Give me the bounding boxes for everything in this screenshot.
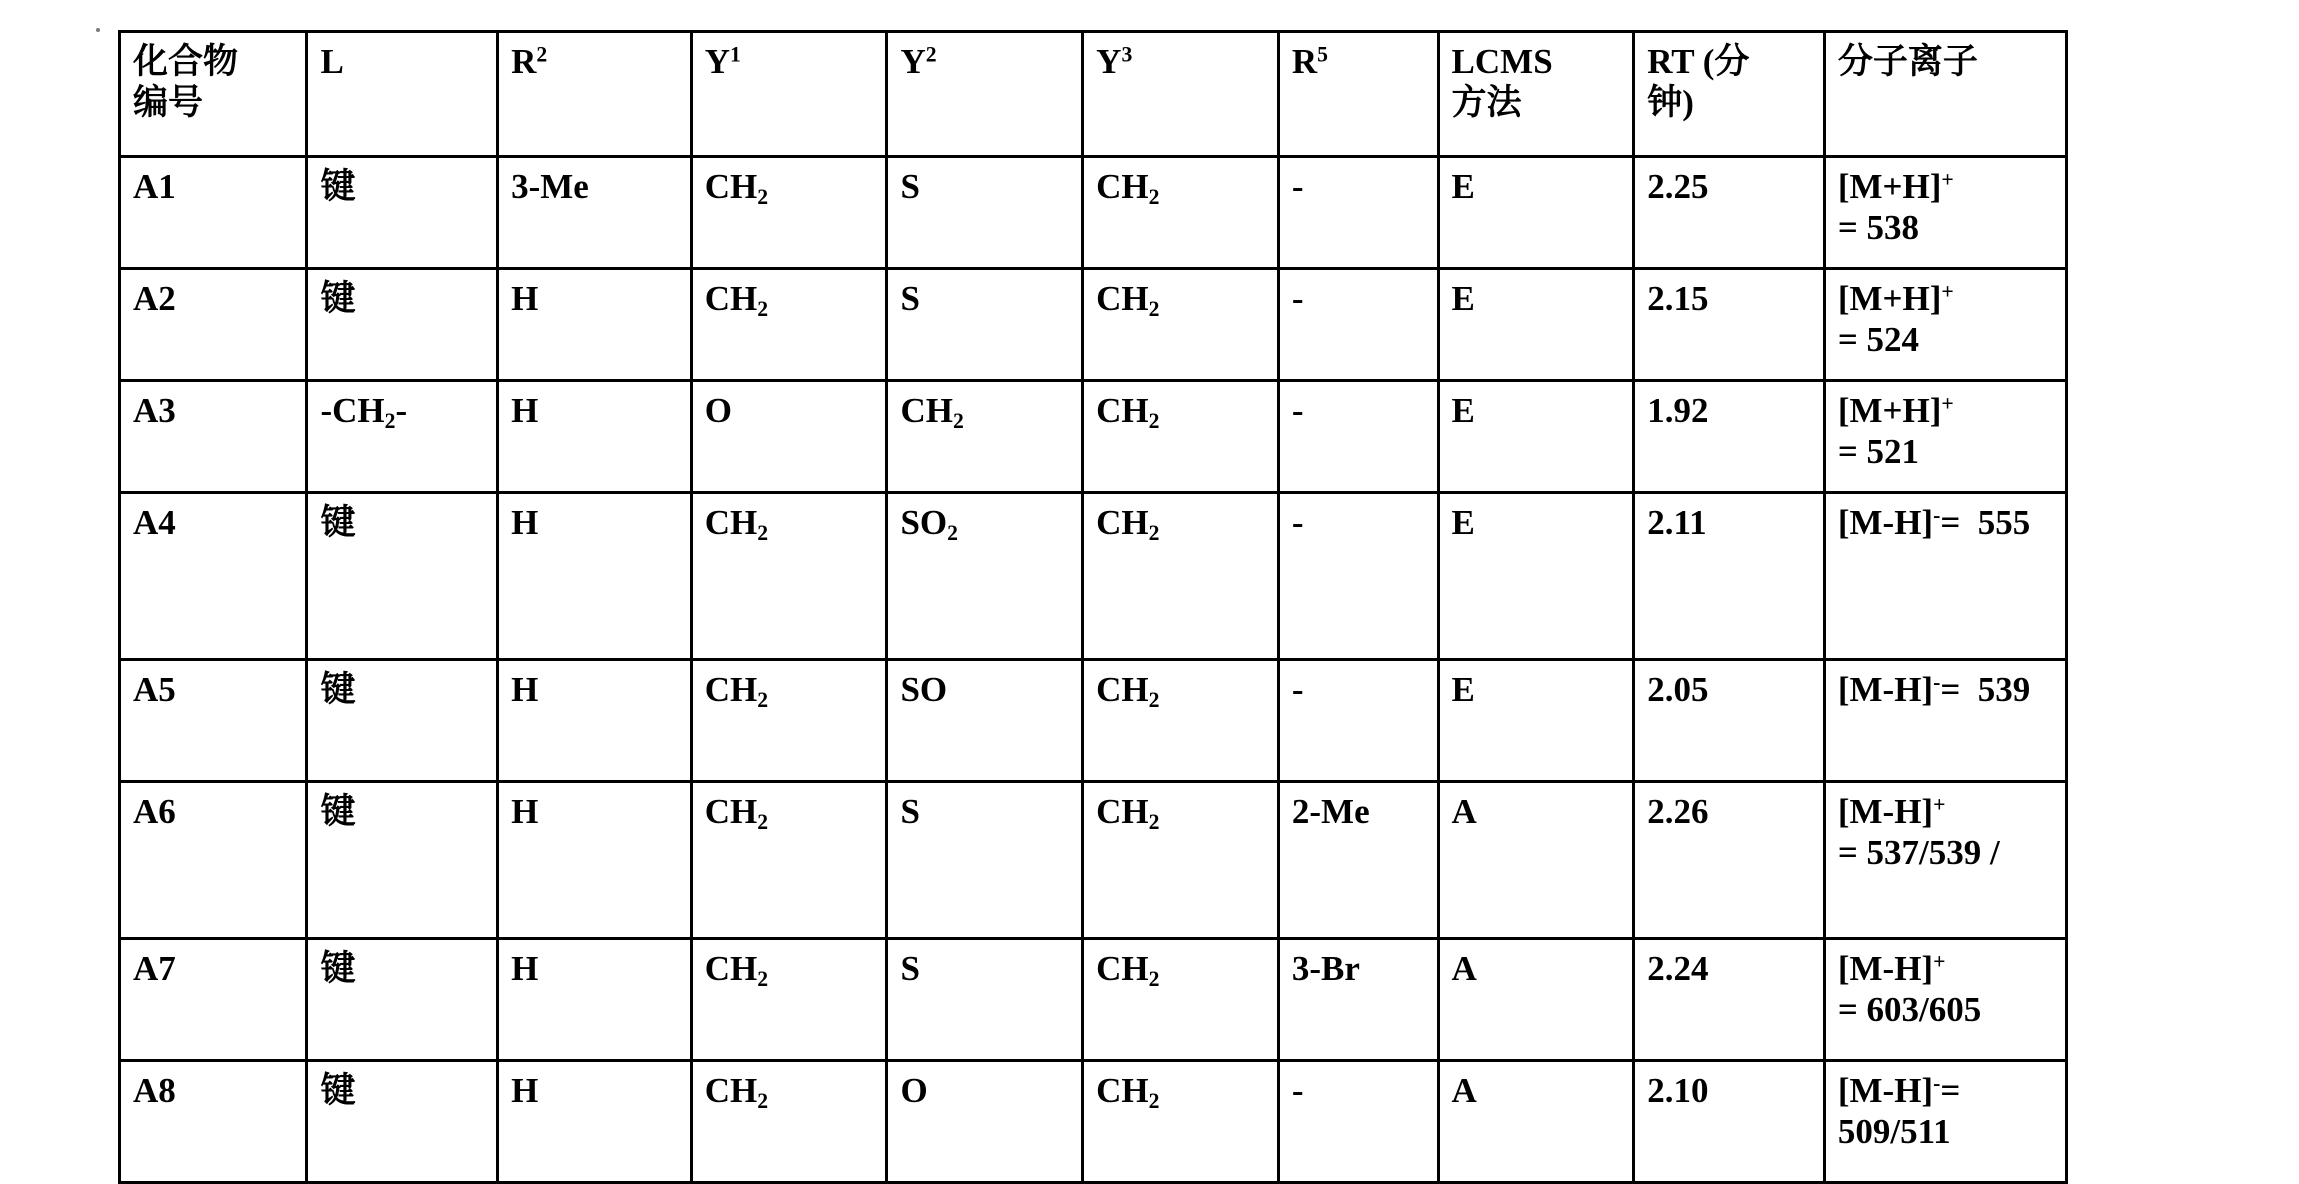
cell-r5 [1278,269,1438,381]
y1-sub: 2 [757,185,769,210]
cell-r2 [498,157,692,269]
y1-sub: 2 [757,688,769,713]
ion-tail: = 538 [1837,208,1920,248]
cell-y2 [887,939,1083,1061]
y2-sub: 2 [947,521,958,546]
cell-molecular-ion [1824,157,2066,269]
compound-value: A4 [133,503,176,542]
header-y3-base: Y [1096,42,1122,81]
cell-lcms [1438,939,1634,1061]
r5-value: - [1291,670,1304,709]
rt-value: 2.25 [1647,167,1709,206]
ion-tail: = 537/539 / [1837,833,2000,873]
table-header-row [120,32,2067,157]
header-r5 [1278,32,1438,157]
header-y1 [691,32,887,157]
y3-value: CH [1096,167,1149,206]
cell-y3 [1083,381,1279,493]
cell-y2 [887,782,1083,939]
y1-sub: 2 [757,1089,769,1114]
cell-lcms [1438,157,1634,269]
header-r2-sup: 2 [536,42,548,67]
header-rt-line1: RT (分 [1647,42,1750,81]
header-rt-line2: 钟) [1647,83,1694,123]
cell-r5 [1278,939,1438,1061]
cell-lcms [1438,269,1634,381]
ion-sup: + [1941,391,1954,416]
cell-lcms [1438,493,1634,660]
r5-value: 2-Me [1291,792,1370,831]
rt-value: 2.11 [1647,503,1707,542]
rt-value: 2.15 [1647,279,1709,318]
y3-value: CH [1096,670,1149,709]
header-l-label: L [320,42,344,81]
cell-r2 [498,939,692,1061]
cell-molecular-ion [1824,660,2066,782]
compound-value: A5 [133,670,176,709]
y2-value: S [900,949,920,988]
y1-value: CH [704,792,758,831]
cell-molecular-ion [1824,493,2066,660]
cell-y3 [1083,782,1279,939]
y3-sub: 2 [1148,1089,1160,1114]
header-r2-base: R [511,42,537,81]
compound-value: A3 [133,391,176,430]
cell-y3 [1083,493,1279,660]
ion-base: [M+H] [1837,279,1942,318]
cell-r2 [498,381,692,493]
page-speck [96,28,100,32]
cell-compound [120,381,307,493]
y3-value: CH [1096,503,1149,542]
cell-lcms [1438,381,1634,493]
r5-value: 3-Br [1291,949,1360,988]
cell-y1 [691,493,887,660]
header-molecular-ion-label: 分子离子 [1837,42,1978,81]
y2-sub: 2 [952,409,964,434]
l-value: 键 [320,503,356,542]
l-tail: - [395,391,408,430]
header-molecular-ion [1824,32,2066,157]
cell-r2 [498,660,692,782]
cell-y1 [691,660,887,782]
y1-sub: 2 [757,810,769,835]
y2-value: S [900,279,920,318]
lcms-value: E [1451,167,1475,206]
cell-rt [1634,269,1825,381]
lcms-value: E [1451,279,1475,318]
compound-value: A7 [133,949,176,988]
cell-r5 [1278,493,1438,660]
cell-molecular-ion [1824,782,2066,939]
ion-base: [M-H] [1837,670,1934,709]
cell-compound [120,782,307,939]
l-value: 键 [320,279,356,318]
ion-tail: = 555 [1940,503,2031,542]
cell-y2 [887,660,1083,782]
cell-y1 [691,381,887,493]
header-compound-no-line1: 化合物 [133,42,239,81]
cell-rt [1634,782,1825,939]
cell-molecular-ion [1824,939,2066,1061]
cell-y2 [887,381,1083,493]
cell-y1 [691,269,887,381]
ion-tail: = 509/511 [1837,1071,1978,1152]
r2-value: H [511,670,539,709]
cell-y2 [887,493,1083,660]
ion-tail: = 521 [1837,432,1920,472]
compound-value: A1 [133,167,176,206]
header-lcms-line2: 方法 [1451,83,1522,123]
cell-compound [120,939,307,1061]
header-y3-sup: 3 [1121,42,1133,67]
y3-value: CH [1096,792,1149,831]
y3-value: CH [1096,279,1149,318]
r5-value: - [1291,279,1304,318]
cell-rt [1634,157,1825,269]
r5-value: - [1291,503,1304,542]
header-y2-base: Y [900,42,926,81]
y2-value: S [900,792,920,831]
table-body [120,157,2067,1183]
cell-y1 [691,157,887,269]
cell-l [307,660,498,782]
table-row [120,939,2067,1061]
cell-l [307,157,498,269]
y3-sub: 2 [1148,688,1160,713]
y2-value: S [900,167,920,206]
rt-value: 2.05 [1647,670,1709,709]
cell-l [307,939,498,1061]
cell-rt [1634,939,1825,1061]
table-row [120,493,2067,660]
ion-base: [M+H] [1837,391,1942,430]
header-rt [1634,32,1825,157]
y3-sub: 2 [1148,297,1160,322]
header-compound-no-line2: 编号 [133,83,204,123]
cell-y2 [887,269,1083,381]
r5-value: - [1291,167,1304,206]
header-l [307,32,498,157]
header-lcms-line1: LCMS [1451,42,1553,81]
y2-value: SO [900,670,948,709]
ion-sup: - [1933,503,1941,528]
y1-value: CH [704,670,758,709]
r2-value: H [511,391,539,430]
lcms-value: E [1451,670,1475,709]
lcms-value: E [1451,503,1475,542]
r5-value: - [1291,391,1304,430]
cell-r2 [498,269,692,381]
compound-value: A8 [133,1071,176,1110]
cell-y3 [1083,939,1279,1061]
cell-compound [120,269,307,381]
rt-value: 1.92 [1647,391,1709,430]
y3-sub: 2 [1148,967,1160,992]
ion-sup: + [1941,167,1954,192]
y3-sub: 2 [1148,521,1160,546]
table-row [120,660,2067,782]
cell-r5 [1278,660,1438,782]
y1-value: O [704,391,732,430]
y1-value: CH [704,1071,758,1110]
table-row [120,381,2067,493]
header-r2 [498,32,692,157]
cell-molecular-ion [1824,381,2066,493]
ion-tail: = 539 [1940,670,2031,709]
ion-base: [M-H] [1837,792,1934,831]
cell-y3 [1083,157,1279,269]
table-row [120,782,2067,939]
header-compound-no [120,32,307,157]
cell-r5 [1278,157,1438,269]
l-value: 键 [320,792,356,831]
ion-base: [M+H] [1837,167,1942,206]
cell-rt [1634,660,1825,782]
y1-sub: 2 [757,521,769,546]
cell-y1 [691,782,887,939]
r2-value: H [511,949,539,988]
cell-compound [120,157,307,269]
ion-sup: - [1933,1071,1941,1096]
compound-value: A2 [133,279,176,318]
rt-value: 2.10 [1647,1071,1709,1110]
header-r5-sup: 5 [1317,42,1328,67]
y1-sub: 2 [757,297,769,322]
y3-sub: 2 [1148,810,1160,835]
cell-rt [1634,493,1825,660]
y2-value: SO [900,503,948,542]
header-y2 [887,32,1083,157]
cell-l [307,381,498,493]
cell-compound [120,660,307,782]
r2-value: H [511,792,539,831]
y3-value: CH [1096,391,1149,430]
y2-value: O [900,1071,928,1110]
y1-value: CH [704,279,758,318]
lcms-value: E [1451,391,1475,430]
table-row [120,157,2067,269]
rt-value: 2.26 [1647,792,1709,831]
y3-sub: 2 [1148,409,1160,434]
cell-l [307,782,498,939]
l-value: 键 [320,167,356,206]
r2-value: H [511,503,539,542]
compound-value: A6 [133,792,176,831]
ion-base: [M-H] [1837,1071,1934,1110]
ion-base: [M-H] [1837,503,1934,542]
table-row [120,269,2067,381]
table-header [120,32,2067,157]
cell-y1 [691,939,887,1061]
cell-r5 [1278,381,1438,493]
compound-properties-table [118,30,2068,1184]
cell-y3 [1083,269,1279,381]
ion-sup: + [1933,792,1946,817]
r2-value: 3-Me [511,167,589,206]
l-value: 键 [320,949,356,988]
ion-base: [M-H] [1837,949,1934,988]
cell-lcms [1438,660,1634,782]
rt-value: 2.24 [1647,949,1709,988]
header-y2-sup: 2 [925,42,937,67]
ion-tail: = 603/605 [1837,990,1982,1030]
y3-sub: 2 [1148,185,1160,210]
cell-molecular-ion [1824,269,2066,381]
cell-rt [1634,381,1825,493]
cell-l [307,493,498,660]
l-value: 键 [320,1071,356,1110]
ion-sup: + [1941,279,1954,304]
cell-lcms [1438,782,1634,939]
header-y1-base: Y [704,42,730,81]
y1-value: CH [704,503,758,542]
ion-sup: + [1933,949,1946,974]
lcms-value: A [1451,949,1477,988]
cell-r5 [1278,782,1438,939]
l-sub: 2 [384,409,396,434]
lcms-value: A [1451,792,1477,831]
r2-value: H [511,1071,539,1110]
ion-sup: - [1933,670,1941,695]
header-y1-sup: 1 [730,42,741,67]
l-value: -CH [320,391,385,430]
cell-compound [120,493,307,660]
cell-r2 [498,782,692,939]
header-y3 [1083,32,1279,157]
y2-value: CH [900,391,953,430]
cell-y2 [887,157,1083,269]
y1-value: CH [704,167,758,206]
l-value: 键 [320,670,356,709]
y1-sub: 2 [757,967,769,992]
cell-y3 [1083,660,1279,782]
r2-value: H [511,279,539,318]
r5-value: - [1291,1071,1304,1110]
ion-tail: = 524 [1837,320,1920,360]
cell-l [307,269,498,381]
y3-value: CH [1096,1071,1149,1110]
header-r5-base: R [1291,42,1318,81]
header-lcms-method [1438,32,1634,157]
y3-value: CH [1096,949,1149,988]
cell-r2 [498,493,692,660]
y1-value: CH [704,949,758,988]
lcms-value: A [1451,1071,1477,1110]
